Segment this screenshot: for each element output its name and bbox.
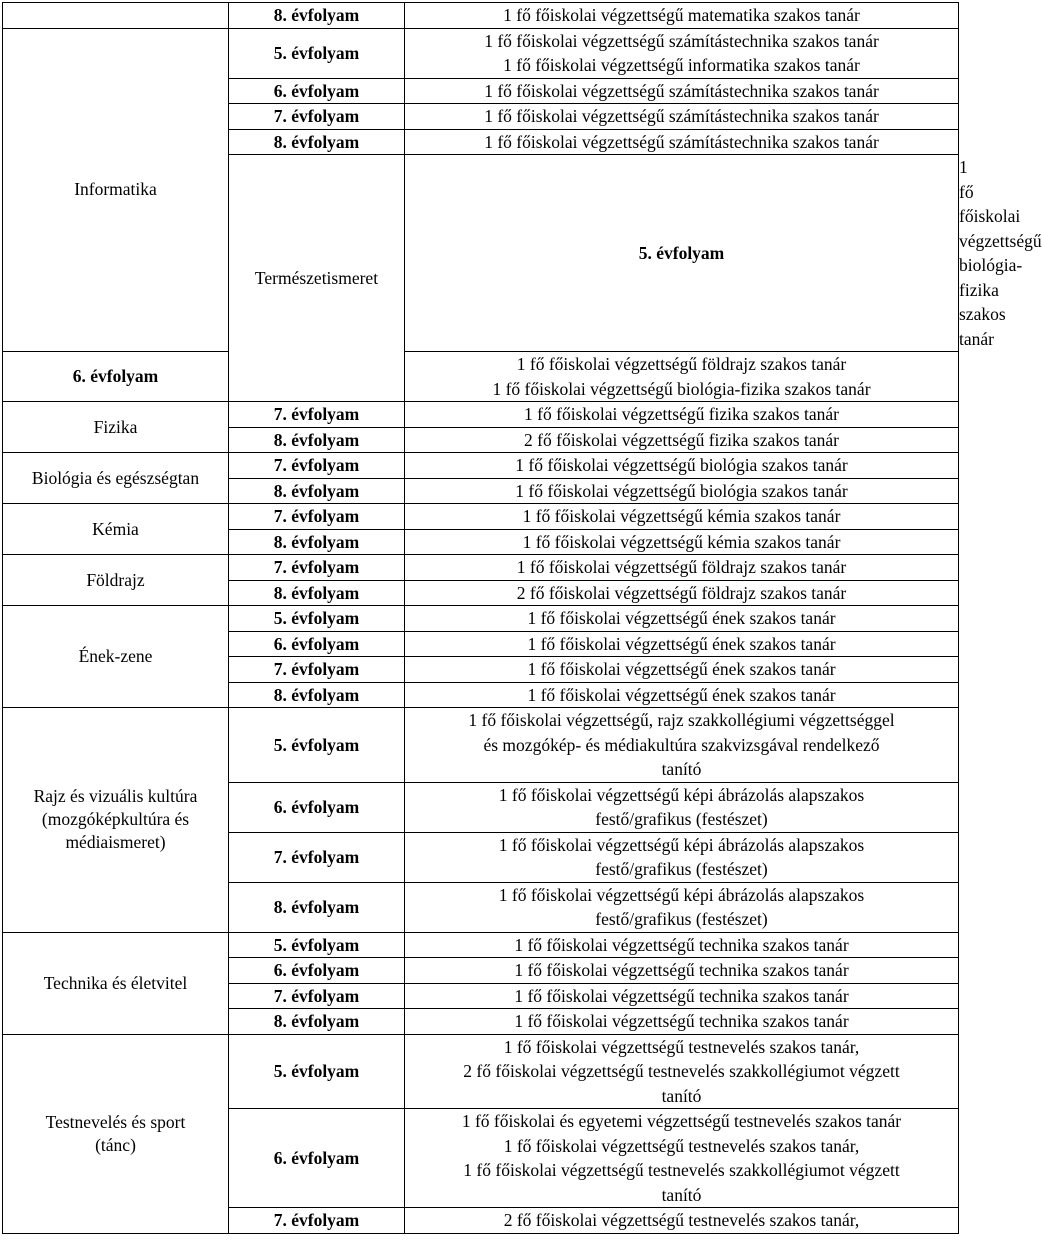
teacher-line: 1 fő főiskolai végzettségű technika szakos tanár	[514, 960, 849, 980]
grade-cell: 8. évfolyam	[229, 129, 405, 155]
subject-cell-empty	[3, 3, 229, 29]
teacher-line: festő/grafikus (festészet)	[595, 859, 768, 879]
grade-cell: 6. évfolyam	[229, 1109, 405, 1208]
subject-cell	[3, 606, 229, 708]
teacher-line: tanító	[661, 1184, 702, 1205]
grade-cell: 8. évfolyam	[229, 529, 405, 555]
teacher-line: tanító	[661, 759, 702, 779]
grade-cell: 7. évfolyam	[229, 504, 405, 530]
teacher-cell	[405, 1034, 959, 1109]
grade-cell: 6. évfolyam	[229, 78, 405, 104]
table-row	[3, 402, 959, 428]
grade-cell: 5. évfolyam	[229, 1034, 405, 1109]
teacher-cell	[405, 606, 959, 632]
teacher-line: tanító	[661, 1085, 702, 1106]
teacher-line: 1 fő főiskolai végzettségű számítástechnika szakos tanár	[484, 30, 879, 51]
subject-cell	[3, 555, 229, 606]
grade-cell: 7. évfolyam	[229, 1208, 405, 1234]
teacher-line: 2 fő főiskolai végzettségű testnevelés szakos tanár,	[503, 1210, 860, 1230]
grade-cell: 5. évfolyam	[229, 606, 405, 632]
subject-cell	[3, 708, 229, 933]
table-row	[3, 555, 959, 581]
teacher-line: 1 fő főiskolai végzettségű számítástechnika szakos tanár	[484, 80, 879, 101]
teacher-line: 1 fő főiskolai végzettségű testnevelés szakos tanár,	[503, 1135, 860, 1156]
teacher-cell	[405, 983, 959, 1009]
teacher-line: 1 fő főiskolai végzettségű földrajz szakos tanár	[516, 557, 847, 577]
teacher-line: 1 fő főiskolai végzettségű számítástechnika szakos tanár	[484, 106, 879, 126]
subject-name: (mozgóképkultúra és	[41, 809, 190, 830]
subject-cell	[3, 932, 229, 1034]
teacher-line: 1 fő főiskolai végzettségű számítástechnika szakos tanár	[484, 131, 879, 152]
teacher-cell	[405, 352, 959, 402]
teacher-cell	[405, 882, 959, 932]
subject-name: Kémia	[92, 518, 139, 539]
subject-name: Testnevelés és sport	[45, 1111, 186, 1132]
teacher-cell	[405, 504, 959, 530]
grade-cell: 7. évfolyam	[229, 104, 405, 130]
teacher-line: 2 fő főiskolai végzettségű földrajz szakos tanár	[516, 582, 847, 603]
teacher-cell	[405, 78, 959, 104]
grade-cell: 5. évfolyam	[405, 155, 959, 352]
teacher-line: festő/grafikus (festészet)	[595, 909, 768, 929]
table-row	[3, 606, 959, 632]
teacher-cell	[405, 657, 959, 683]
table-row	[3, 504, 959, 530]
subject-name: médiaismeret)	[65, 832, 166, 853]
subject-name: Természetismeret	[254, 267, 379, 288]
grade-cell: 8. évfolyam	[229, 478, 405, 504]
teacher-cell	[405, 782, 959, 832]
teacher-cell	[405, 932, 959, 958]
teacher-cell	[405, 1009, 959, 1035]
subject-name: Biológia és egészségtan	[31, 467, 200, 488]
staffing-table	[2, 2, 1042, 1234]
teacher-line: 1 fő főiskolai végzettségű, rajz szakkollégiumi végzettséggel	[468, 710, 895, 730]
subject-name: Technika és életvitel	[43, 972, 188, 993]
teacher-line: 1 fő főiskolai végzettségű kémia szakos tanár	[522, 531, 841, 552]
teacher-line: 1 fő főiskolai végzettségű képi ábrázolás alapszakos	[498, 784, 865, 805]
teacher-line: 2 fő főiskolai végzettségű fizika szakos tanár	[524, 429, 839, 450]
grade-cell: 6. évfolyam	[229, 958, 405, 984]
grade-cell: 5. évfolyam	[229, 932, 405, 958]
grade-cell: 5. évfolyam	[229, 708, 405, 783]
grade-cell: 8. évfolyam	[229, 3, 405, 29]
subject-cell	[3, 1034, 229, 1233]
grade-cell: 8. évfolyam	[229, 580, 405, 606]
teacher-cell	[405, 28, 959, 78]
teacher-line: 1 fő főiskolai végzettségű testnevelés szakos tanár,	[503, 1036, 860, 1057]
grade-cell: 5. évfolyam	[229, 28, 405, 78]
subject-name: Ének-zene	[78, 646, 153, 666]
teacher-cell	[405, 631, 959, 657]
teacher-cell	[405, 104, 959, 130]
subject-cell	[3, 453, 229, 504]
table-row	[3, 708, 959, 783]
table-row	[3, 932, 959, 958]
grade-cell: 7. évfolyam	[229, 555, 405, 581]
teacher-line: 1 fő főiskolai végzettségű technika szakos tanár	[514, 1011, 849, 1031]
table-row	[3, 453, 959, 479]
grade-cell: 6. évfolyam	[229, 631, 405, 657]
teacher-cell	[405, 529, 959, 555]
table-row	[3, 1034, 959, 1109]
teacher-line: 1 fő főiskolai végzettségű biológia-fizika szakos tanár	[492, 378, 871, 399]
teacher-cell	[405, 453, 959, 479]
grade-cell: 8. évfolyam	[229, 682, 405, 708]
subject-name: Földrajz	[86, 569, 145, 590]
teacher-line: 1 fő főiskolai végzettségű ének szakos tanár	[527, 608, 836, 628]
grade-cell: 7. évfolyam	[229, 402, 405, 428]
teacher-cell	[405, 478, 959, 504]
teacher-cell	[405, 832, 959, 882]
grade-cell: 7. évfolyam	[229, 832, 405, 882]
subject-cell	[229, 155, 405, 402]
teacher-line: 1 fő főiskolai végzettségű ének szakos tanár	[527, 684, 836, 705]
teacher-line: 1 fő főiskolai végzettségű matematika szakos tanár	[503, 5, 860, 25]
grade-cell: 6. évfolyam	[3, 352, 229, 402]
teacher-cell	[405, 580, 959, 606]
teacher-line: 1 fő főiskolai végzettségű ének szakos tanár	[527, 659, 836, 679]
teacher-cell	[405, 402, 959, 428]
teacher-line: 1 fő főiskolai végzettségű informatika szakos tanár	[503, 55, 860, 75]
teacher-cell	[405, 555, 959, 581]
grade-cell: 8. évfolyam	[229, 1009, 405, 1035]
teacher-line: és mozgókép- és médiakultúra szakvizsgával rendelkező	[483, 734, 880, 755]
grade-cell: 7. évfolyam	[229, 983, 405, 1009]
teacher-cell	[405, 958, 959, 984]
subject-name: (tánc)	[95, 1134, 136, 1155]
teacher-line: 1 fő főiskolai végzettségű fizika szakos tanár	[524, 404, 839, 424]
grade-cell: 7. évfolyam	[229, 657, 405, 683]
subject-name: Rajz és vizuális kultúra	[33, 786, 198, 807]
subject-cell	[3, 504, 229, 555]
table-row	[3, 352, 959, 402]
teacher-line: 1 fő főiskolai végzettségű földrajz szakos tanár	[516, 354, 847, 374]
teacher-cell	[405, 3, 959, 29]
grade-cell: 6. évfolyam	[229, 782, 405, 832]
grade-cell: 7. évfolyam	[229, 453, 405, 479]
teacher-cell	[405, 682, 959, 708]
teacher-line: 1 fő főiskolai végzettségű biológia szakos tanár	[515, 480, 848, 501]
teacher-cell	[405, 129, 959, 155]
teacher-line: 1 fő főiskolai és egyetemi végzettségű testnevelés szakos tanár	[461, 1111, 902, 1131]
teacher-cell	[405, 1208, 959, 1234]
table-row	[3, 28, 959, 78]
subject-name: Fizika	[93, 416, 138, 437]
teacher-line: 2 fő főiskolai végzettségű testnevelés szakkollégiumot végzett	[463, 1061, 900, 1081]
subject-cell	[3, 28, 229, 352]
teacher-cell	[405, 708, 959, 783]
teacher-cell	[405, 1109, 959, 1208]
table-row: Természetismeret 5. évfolyam 1 fő főiskolai végzettségű biológia-fizika szakos tanár	[3, 155, 959, 352]
teacher-cell	[405, 427, 959, 453]
teacher-line: 1 fő főiskolai végzettségű kémia szakos tanár	[522, 506, 841, 526]
teacher-line: 1 fő főiskolai végzettségű testnevelés szakkollégiumot végzett	[463, 1160, 900, 1180]
subject-cell	[3, 402, 229, 453]
teacher-line: festő/grafikus (festészet)	[595, 809, 768, 829]
teacher-line: 1 fő főiskolai végzettségű ének szakos tanár	[527, 633, 836, 654]
teacher-line: 1 fő főiskolai végzettségű biológia szakos tanár	[515, 455, 848, 475]
table-row	[3, 3, 959, 29]
teacher-line: 1 fő főiskolai végzettségű technika szakos tanár	[514, 934, 849, 955]
teacher-line: 1 fő főiskolai végzettségű képi ábrázolás alapszakos	[498, 884, 865, 905]
grade-cell: 8. évfolyam	[229, 882, 405, 932]
subject-name: Informatika	[74, 179, 157, 200]
teacher-line: 1 fő főiskolai végzettségű képi ábrázolás alapszakos	[498, 834, 865, 855]
teacher-line: 1 fő főiskolai végzettségű technika szakos tanár	[514, 985, 849, 1006]
grade-cell: 8. évfolyam	[229, 427, 405, 453]
